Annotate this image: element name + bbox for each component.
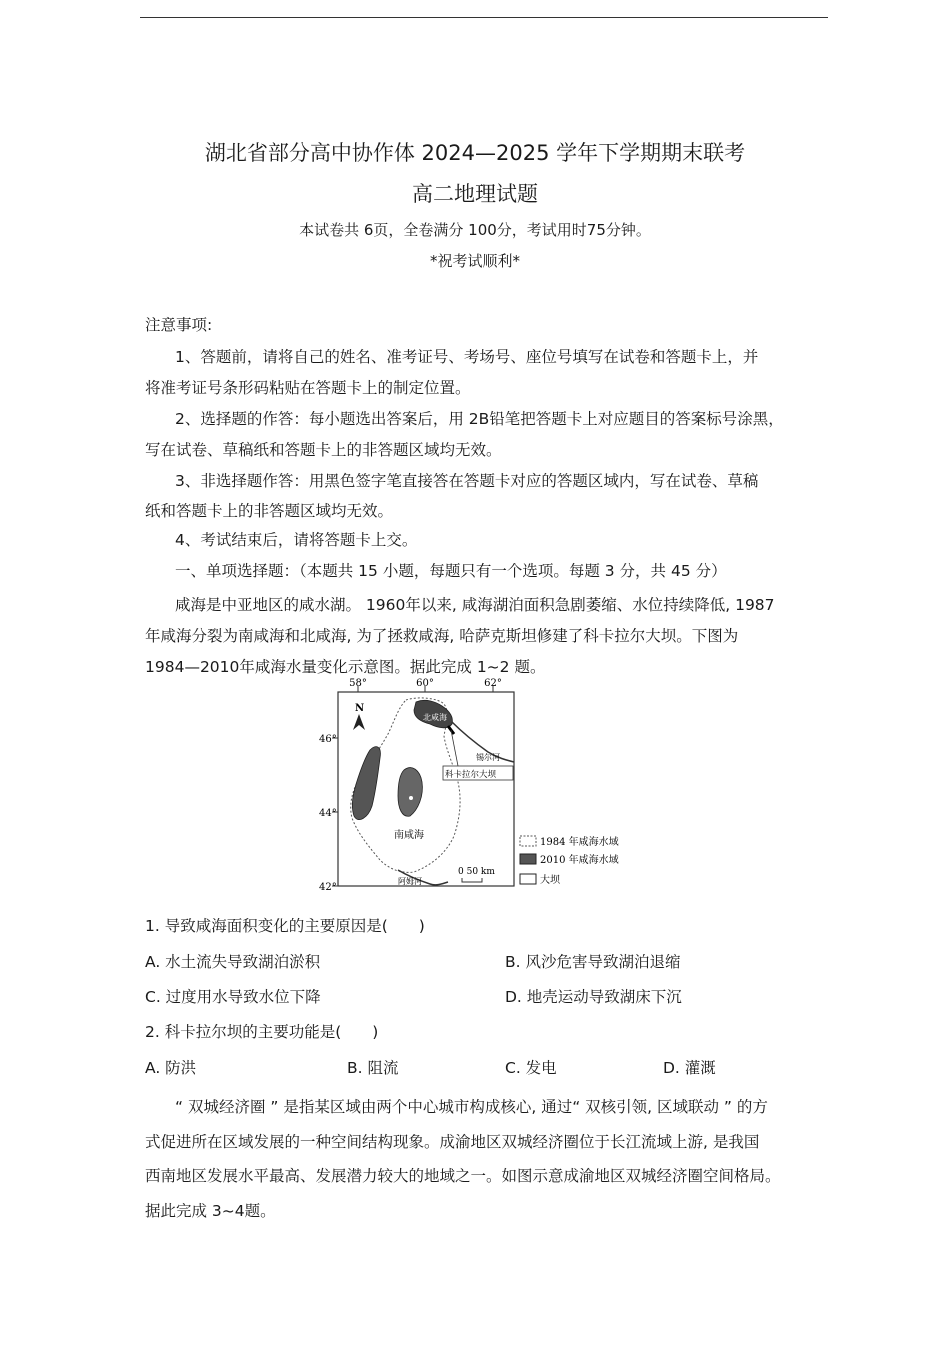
wish-text: *祝考试顺利* xyxy=(429,252,520,270)
lat-label: 44° xyxy=(319,808,337,819)
q1-option-d[interactable]: D. 地壳运动导致湖床下沉 xyxy=(505,988,682,1006)
north-label: N xyxy=(355,703,365,714)
exam-title: 湖北省部分高中协作体 2024—2025 学年下学期期末联考 xyxy=(204,141,746,165)
q1-option-a[interactable]: A. 水土流失导致湖泊淤积 xyxy=(145,953,321,971)
exam-info: 本试卷共 6页，全卷满分 100分，考试用时75分钟。 xyxy=(299,221,651,239)
passage-line: 式促进所在区域发展的一种空间结构现象。成渝地区双城经济圈位于长江流域上游, 是我国 xyxy=(145,1133,760,1151)
scale-label: 0 50 km xyxy=(458,867,495,877)
notice-line: 1、答题前，请将自己的姓名、准考证号、考场号、座位号填写在试卷和答题卡上，并 xyxy=(175,348,759,366)
subject-title: 高二地理试题 xyxy=(412,182,538,206)
lon-label: 62° xyxy=(484,678,502,689)
passage-line: 咸海是中亚地区的咸水湖。 1960年以来, 咸海湖泊面积急剧萎缩、水位持续降低, 1987 xyxy=(175,596,775,614)
notice-line: 2、选择题的作答：每小题选出答案后，用 2B铅笔把答题卡上对应题目的答案标号涂黑， xyxy=(175,410,784,428)
passage-line: 年咸海分裂为南咸海和北咸海, 为了拯救咸海, 哈萨克斯坦修建了科卡拉尔大坝。下图为 xyxy=(145,627,739,645)
legend-label: 大坝 xyxy=(540,875,560,886)
passage-line: 据此完成 3~4题。 xyxy=(145,1202,276,1220)
notice-heading: 注意事项: xyxy=(145,316,213,334)
dam-label: 科卡拉尔大坝 xyxy=(445,770,497,780)
notice-line: 纸和答题卡上的非答题区域均无效。 xyxy=(145,502,394,520)
legend-swatch-2010 xyxy=(520,854,536,864)
notice-line: 3、非选择题作答：用黑色签字笔直接答在答题卡对应的答题区域内，写在试卷、草稿 xyxy=(175,472,759,490)
top-rule xyxy=(140,17,828,18)
passage-line: 西南地区发展水平最高、发展潜力较大的地域之一。如图示意成渝地区双城经济圈空间格局。 xyxy=(145,1167,781,1185)
q2-option-d[interactable]: D. 灌溉 xyxy=(663,1059,716,1077)
q2-option-b[interactable]: B. 阻流 xyxy=(347,1059,399,1077)
river-north-label: 锡尔河 xyxy=(476,753,500,762)
river-south-label: 阿姆河 xyxy=(398,877,422,886)
lon-label: 58° xyxy=(349,678,367,689)
legend-label: 2010 年咸海水域 xyxy=(540,855,619,866)
lon-label: 60° xyxy=(416,678,434,689)
lat-label: 42° xyxy=(319,882,337,893)
passage-line: “ 双城经济圈 ” 是指某区域由两个中心城市构成核心, 通过“ 双核引领, 区域联动 ” 的方 xyxy=(175,1098,768,1116)
notice-line: 写在试卷、草稿纸和答题卡上的非答题区域均无效。 xyxy=(145,441,502,459)
q2-option-c[interactable]: C. 发电 xyxy=(505,1059,557,1077)
section-heading: 一、单项选择题：（本题共 15 小题，每题只有一个选项。每题 3 分，共 45 分） xyxy=(175,562,727,580)
legend-label: 1984 年咸海水域 xyxy=(540,837,619,848)
question-2-stem: 2. 科卡拉尔坝的主要功能是( ) xyxy=(145,1023,379,1041)
passage-line: 1984—2010年咸海水量变化示意图。据此完成 1~2 题。 xyxy=(145,658,546,676)
legend-swatch-dam xyxy=(520,874,536,884)
question-1-stem: 1. 导致咸海面积变化的主要原因是( ) xyxy=(145,917,425,935)
q1-option-c[interactable]: C. 过度用水导致水位下降 xyxy=(145,988,321,1006)
notice-line: 4、考试结束后，请将答题卡上交。 xyxy=(175,531,418,549)
north-lake-label: 北咸海 xyxy=(423,713,447,722)
notice-line: 将准考证号条形码粘贴在答题卡上的制定位置。 xyxy=(145,379,471,397)
aral-sea-map xyxy=(318,678,636,900)
legend-swatch-1984 xyxy=(520,836,536,846)
lat-label: 46° xyxy=(319,734,337,745)
q2-option-a[interactable]: A. 防洪 xyxy=(145,1059,197,1077)
south-lake-label: 南咸海 xyxy=(394,830,424,841)
q1-option-b[interactable]: B. 风沙危害导致湖泊退缩 xyxy=(505,953,681,971)
